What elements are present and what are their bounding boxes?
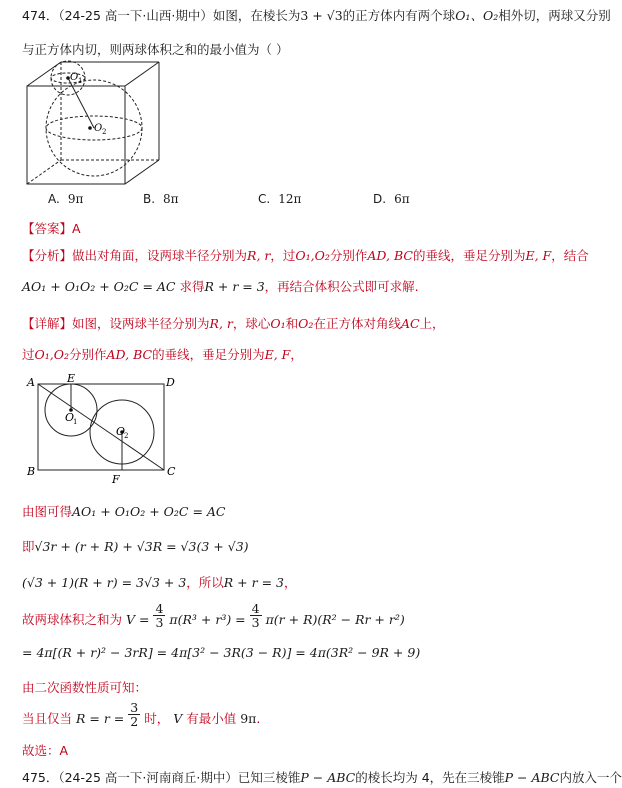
problem-number: 475． (22, 770, 59, 785)
detail-label: 【详解】 (22, 316, 73, 331)
cube-label-o2: O (94, 123, 103, 134)
problem-474-line2: 与正方体内切，则两球体积之和的最小值为（ ） (22, 42, 289, 57)
derivation-step3: (√3 + 1)(R + r) = 3√3 + 3，所以R + r = 3， (22, 575, 297, 590)
answer-label: 【答案】 (22, 221, 73, 236)
frac-num-2: 4 (251, 601, 260, 616)
problem-source: （24-25 高一下·山西·期中） (58, 8, 213, 23)
label-a: A (27, 376, 35, 389)
cube-label-o1: O (70, 72, 79, 83)
label-d: D (166, 376, 175, 389)
derivation-step6: 由二次函数性质可知： (22, 680, 148, 695)
rect-figure (24, 372, 184, 487)
frac-num-3: 3 (130, 700, 139, 715)
cube-front-face (27, 86, 125, 184)
answer-line (22, 219, 81, 237)
label-o2: O (116, 425, 126, 438)
edge-length: 3 + √3 (300, 8, 343, 23)
label-c: C (167, 465, 176, 478)
cube-figure (24, 58, 164, 188)
label-f: F (112, 473, 120, 486)
problem-number: 474． (22, 8, 59, 23)
analysis-line1: 【分析】做出对角面，设两球半径分别为R, r，过O₁,O₂分别作AD, BC的垂线，垂足分别为E, F，结合 (22, 248, 589, 263)
derivation-step4: 故两球体积之和为 V = $\frac{4}{3}$ π(R³ + r³) = $\frac{4}{3}$ π(r + R)(R² − Rr + r²) (22, 601, 405, 630)
analysis-equation: AO₁ + O₁O₂ + O₂C = AC (22, 279, 176, 294)
derivation-step7: 当且仅当 R = r = $\frac{3}{2}$ 时， V 有最小值 9π. (22, 700, 261, 729)
ball-names: O₁、O₂ (455, 8, 499, 23)
option-b[interactable]: B. 8π (143, 192, 179, 206)
derivation-step2: 即√3r + (r + R) + √3R = √3(3 + √3) (22, 539, 249, 554)
detail-line1: 【详解】如图，设两球半径分别为R, r，球心O₁和O₂在正方体对角线AC上， (22, 316, 445, 331)
answer-value: A (72, 221, 81, 236)
min-value: 9π (240, 711, 257, 726)
svg-text:1: 1 (78, 77, 83, 85)
analysis-label: 【分析】 (22, 248, 73, 263)
problem-475-line1: 475．（24-25 高一下·河南商丘·期中）已知三棱锥P − ABC的棱长均为 4，先在三棱锥P − ABC内放入一个 (22, 770, 622, 785)
label-o1: O (65, 411, 75, 424)
frac-den-3: 2 (130, 714, 139, 729)
option-c[interactable]: C. 12π (258, 192, 302, 206)
final-choice: 故选：A (22, 743, 69, 758)
frac-den-2: 3 (251, 615, 260, 630)
label-b: B (27, 465, 36, 478)
detail-line2: 过O₁,O₂分别作AD, BC的垂线，垂足分别为E, F， (22, 347, 303, 362)
label-e: E (67, 372, 76, 385)
svg-text:1: 1 (73, 418, 78, 426)
option-d[interactable]: D. 6π (373, 192, 410, 206)
frac-num-1: 4 (155, 601, 164, 616)
svg-text:2: 2 (124, 432, 129, 440)
frac-den-1: 3 (155, 615, 164, 630)
problem-source: （24-25 高一下·河南商丘·期中） (58, 770, 238, 785)
derivation-step1: 由图可得AO₁ + O₁O₂ + O₂C = AC (22, 504, 226, 519)
problem-474-line1: 474．（24-25 高一下·山西·期中）如图，在棱长为3 + √3的正方体内有两个球O₁、O₂相外切，两球又分别 (22, 8, 611, 23)
derivation-step5: = 4π[(R + r)² − 3rR] = 4π[3² − 3R(3 − R)] = 4π(3R² − 9R + 9) (22, 645, 421, 660)
option-a[interactable]: A. 9π (48, 192, 84, 206)
svg-text:2: 2 (102, 128, 107, 136)
analysis-line2: AO₁ + O₁O₂ + O₂C = AC 求得R + r = 3，再结合体积公式即可求解. (22, 279, 419, 294)
